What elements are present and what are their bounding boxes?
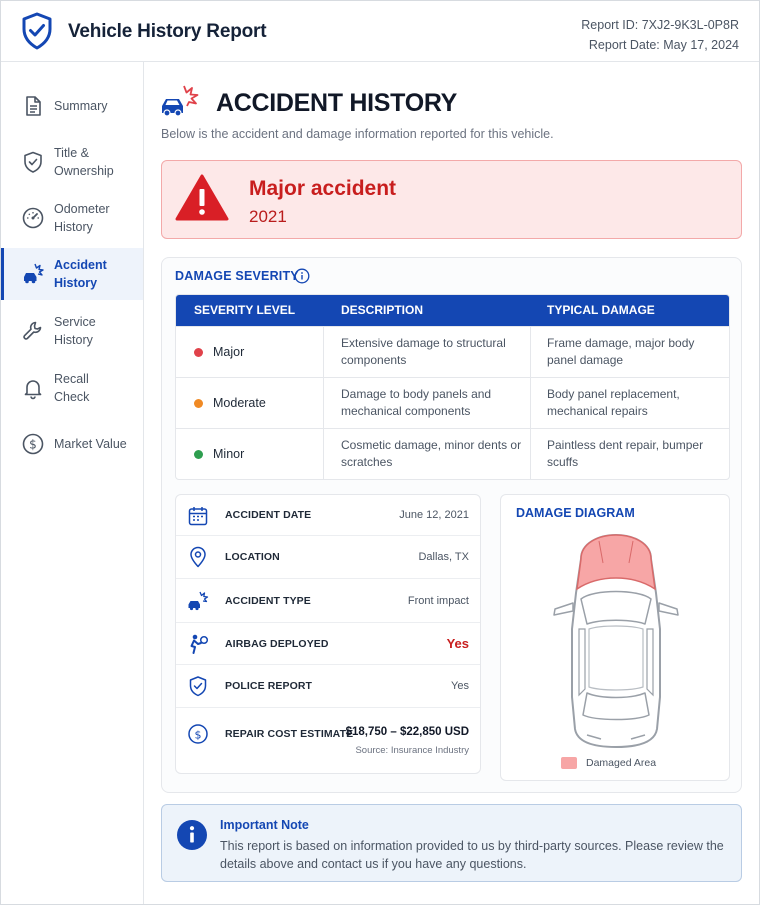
svg-text:$: $ [194, 728, 202, 742]
severity-table-header [176, 295, 729, 326]
table-row [176, 326, 729, 377]
sidebar [1, 62, 144, 904]
detail-label: ACCIDENT DATE [225, 509, 312, 521]
detail-value: June 12, 2021 [399, 509, 469, 521]
severity-typical: Paintless dent repair, bumper scuffs [547, 438, 704, 469]
detail-label: POLICE REPORT [225, 680, 313, 692]
severity-table [175, 294, 730, 480]
info-icon [176, 819, 208, 851]
alert-title: Major accident [249, 177, 397, 200]
sidebar-item-label: Service History [54, 315, 96, 347]
wrench-icon [21, 319, 45, 343]
severity-dot [194, 348, 203, 357]
report-id: Report ID: 7XJ2-9K3L-0P8R [581, 18, 739, 32]
diagram-title: DAMAGE DIAGRAM [516, 506, 635, 520]
severity-level: Minor [213, 447, 245, 461]
severity-description: Damage to body panels and mechanical components [341, 387, 492, 418]
gauge-icon [21, 206, 45, 230]
page-description: Below is the accident and damage information reported for this vehicle. [161, 127, 554, 141]
detail-value-airbag: Yes [446, 636, 469, 651]
table-row [176, 428, 729, 479]
sidebar-item-label: Recall Check [54, 372, 90, 404]
note-title: Important Note [220, 818, 309, 832]
severity-typical: Frame damage, major body panel damage [547, 336, 695, 367]
table-row [176, 377, 729, 428]
warning-triangle-icon [174, 173, 230, 223]
diagram-legend [561, 757, 656, 769]
document-icon [21, 94, 45, 118]
sidebar-item-label: Title & Ownership [54, 146, 114, 178]
severity-level: Moderate [213, 396, 266, 410]
detail-label: ACCIDENT TYPE [225, 595, 311, 607]
location-pin-icon [187, 546, 209, 568]
sidebar-item-label: Market Value [54, 437, 127, 451]
severity-description: Extensive damage to structural components [341, 336, 506, 367]
detail-label: REPAIR COST ESTIMATE [225, 728, 354, 740]
severity-typical: Body panel replacement, mechanical repairs [547, 387, 680, 418]
detail-label: AIRBAG DEPLOYED [225, 638, 329, 650]
svg-text:$: $ [29, 437, 37, 452]
accident-details [175, 494, 481, 774]
sidebar-item-label: Accident History [54, 258, 107, 290]
sidebar-item-market-value[interactable] [1, 418, 143, 470]
car-crash-icon [160, 84, 200, 118]
detail-row-type [176, 579, 480, 623]
severity-description: Cosmetic damage, minor dents or scratches [341, 438, 522, 469]
sidebar-item-accident-history[interactable] [1, 248, 143, 300]
detail-value-repair: $18,750 – $22,850 USD [345, 726, 469, 738]
damage-diagram [500, 494, 730, 781]
detail-label: LOCATION [225, 551, 280, 563]
note-text: This report is based on information provided to us by third-party sources. Please review the details above and contact us if you have any questions. [220, 839, 724, 871]
severity-dot [194, 399, 203, 408]
shield-check-icon [187, 675, 209, 697]
dollar-circle-icon [21, 432, 45, 456]
detail-value: Yes [451, 680, 469, 692]
sidebar-item-label: Summary [54, 99, 108, 113]
header [1, 1, 759, 62]
column-header: SEVERITY LEVEL [194, 303, 296, 317]
detail-row-airbag [176, 623, 480, 665]
page-title: ACCIDENT HISTORY [216, 89, 458, 117]
shield-check-icon [21, 12, 53, 50]
important-note [161, 804, 742, 882]
legend-label: Damaged Area [586, 757, 657, 769]
detail-source: Source: Insurance Industry [355, 745, 469, 756]
detail-row-police [176, 665, 480, 708]
sidebar-item-label: Odometer History [54, 202, 110, 234]
car-top-view [541, 529, 691, 751]
sidebar-item-service-history[interactable] [1, 305, 143, 357]
damage-severity-title: DAMAGE SEVERITY [175, 269, 299, 283]
report-meta [581, 15, 739, 55]
detail-row-repair [176, 708, 480, 773]
dollar-circle-icon [187, 723, 209, 745]
sidebar-item-summary[interactable] [1, 80, 143, 132]
car-crash-icon [21, 262, 45, 286]
alert-year: 2021 [249, 207, 287, 226]
severity-dot [194, 450, 203, 459]
column-header: DESCRIPTION [341, 303, 424, 317]
accident-alert [161, 160, 742, 239]
airbag-icon [187, 633, 209, 655]
detail-row-location [176, 536, 480, 579]
app-title: Vehicle History Report [68, 21, 267, 42]
info-icon[interactable] [294, 268, 310, 284]
legend-swatch [561, 757, 577, 769]
calendar-icon [187, 505, 209, 527]
detail-value: Dallas, TX [418, 551, 469, 563]
detail-row-date [176, 495, 480, 536]
column-header: TYPICAL DAMAGE [547, 303, 655, 317]
car-crash-icon [187, 590, 209, 612]
sidebar-item-recall-check[interactable] [1, 362, 143, 414]
detail-value: Front impact [407, 595, 469, 607]
main-content [144, 62, 759, 904]
shield-check-icon [21, 150, 45, 174]
report-date: Report Date: May 17, 2024 [588, 38, 739, 52]
damage-card [161, 257, 742, 793]
sidebar-item-title-ownership[interactable] [1, 136, 143, 188]
severity-level: Major [213, 345, 245, 359]
bell-icon [21, 376, 45, 400]
sidebar-item-odometer-history[interactable] [1, 192, 143, 244]
